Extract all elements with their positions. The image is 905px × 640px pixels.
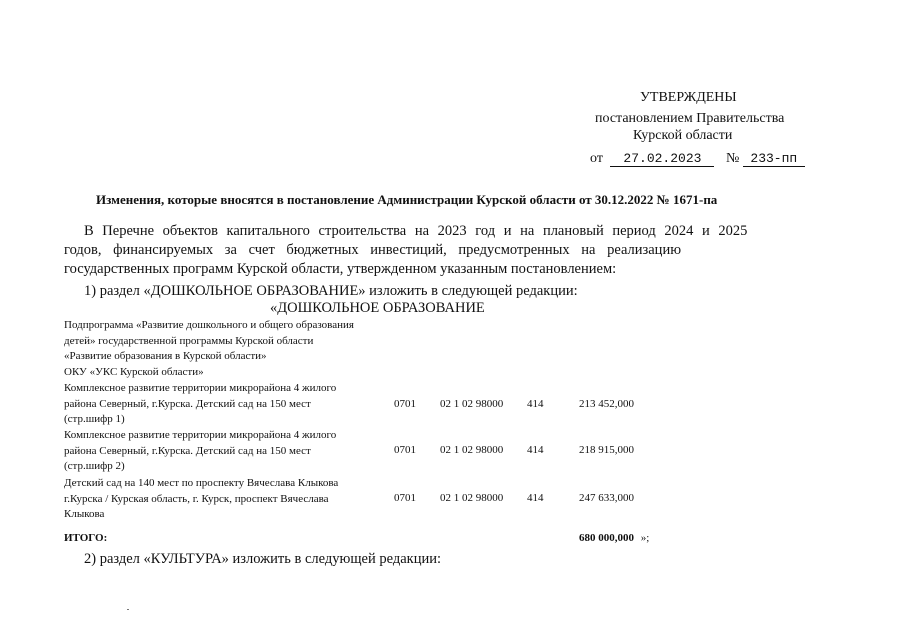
table-row-2-name: [64, 428, 336, 475]
total-label: ИТОГО:: [64, 532, 108, 544]
item-2: 2) раздел «КУЛЬТУРА» изложить в следующей редакции:: [84, 551, 441, 567]
row-2-amount: 218 915,000: [579, 444, 634, 456]
row-3-code: 0701: [394, 492, 416, 504]
approval-heading: УТВЕРЖДЕНЫ: [640, 90, 737, 105]
row-2-code: 0701: [394, 444, 416, 456]
approval-number: 233-пп: [743, 151, 805, 167]
row-3-name-line-1: Детский сад на 140 мест по проспекту Вячеслава Клыкова: [64, 477, 339, 489]
total-amount-line: [579, 532, 649, 544]
row-1-name-line-1: Комплексное развитие территории микрорайона 4 жилого: [64, 382, 337, 394]
row-3-name-line-3: Клыкова: [64, 508, 105, 520]
row-2-name-line-1: Комплексное развитие территории микрорайона 4 жилого: [64, 429, 337, 441]
total-suffix: »;: [640, 532, 650, 544]
program-block: [64, 318, 354, 380]
program-line-4: ОКУ «УКС Курской области»: [64, 365, 204, 378]
row-1-vr: 414: [527, 398, 544, 410]
program-line-3: «Развитие образования в Курской области»: [64, 350, 267, 362]
intro-line-3: государственных программ Курской области, утвержденном указанным постановлением:: [64, 261, 617, 277]
approval-line-1: постановлением Правительства: [595, 111, 785, 126]
row-2-csr: 02 1 02 98000: [440, 444, 504, 456]
row-3-amount: 247 633,000: [579, 492, 634, 504]
row-1-amount: 213 452,000: [579, 398, 634, 410]
program-line-2: детей» государственной программы Курской области: [64, 334, 314, 347]
approval-line-2: Курской области: [633, 128, 733, 143]
approval-date: 27.02.2023: [610, 151, 714, 167]
table-row-3-name: [64, 476, 338, 523]
total-amount: 680 000,000: [579, 532, 634, 544]
row-3-vr: 414: [527, 492, 544, 504]
intro-line-1: В Перечне объектов капитального строительства на 2023 год и на плановый период 2024 и 2025: [84, 223, 748, 239]
row-1-code: 0701: [394, 398, 416, 410]
approval-date-line: [590, 151, 805, 167]
row-3-csr: 02 1 02 98000: [440, 492, 504, 504]
row-3-name-line-2: г.Курска / Курская область, г. Курск, проспект Вячеслава: [64, 492, 329, 505]
section-heading: «ДОШКОЛЬНОЕ ОБРАЗОВАНИЕ: [270, 300, 485, 316]
row-2-name-line-3: (стр.шифр 2): [64, 460, 125, 472]
row-2-name-line-2: района Северный, г.Курска. Детский сад на 150 мест: [64, 444, 311, 457]
table-row-1-name: [64, 381, 336, 428]
document-title: Изменения, которые вносятся в постановление Администрации Курской области от 30.12.2022 № 1671-па: [96, 192, 718, 207]
item-1: 1) раздел «ДОШКОЛЬНОЕ ОБРАЗОВАНИЕ» изложить в следующей редакции:: [84, 283, 578, 299]
approval-from-label: от: [590, 151, 603, 166]
row-1-csr: 02 1 02 98000: [440, 398, 504, 410]
row-1-name-line-3: (стр.шифр 1): [64, 413, 125, 425]
program-line-1: Подпрограмма «Развитие дошкольного и общего образования: [64, 319, 354, 331]
row-1-name-line-2: района Северный, г.Курска. Детский сад на 150 мест: [64, 397, 311, 410]
intro-line-2: годов, финансируемых за счет бюджетных инвестиций, предусмотренных на реализацию: [64, 242, 682, 258]
approval-number-label: №: [725, 151, 740, 166]
row-2-vr: 414: [527, 444, 544, 456]
scan-speck: [127, 609, 129, 610]
